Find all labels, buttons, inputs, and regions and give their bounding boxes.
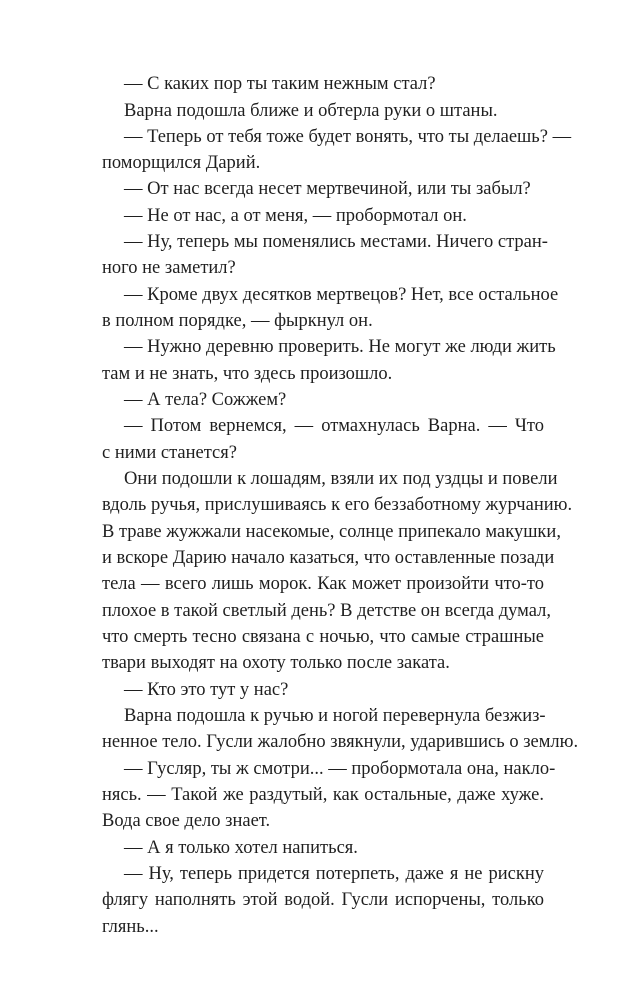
text-line: вдоль ручья, прислушиваясь к его беззаботному журчанию. xyxy=(102,495,573,515)
text-line: Варна подошла к ручью и ногой перевернула безжиз- xyxy=(124,706,546,726)
text-line: — Гусляр, ты ж смотри... — пробормотала она, наклo- xyxy=(124,759,556,779)
text-line: — Ну, теперь мы поменялись местами. Ничего стран- xyxy=(124,232,548,252)
text-line: с ними станется? xyxy=(102,443,237,463)
text-line: — А я только хотел напиться. xyxy=(124,838,358,858)
text-line: В траве жужжали насекомые, солнце припекало макушки, xyxy=(102,522,561,542)
text-line: плохое в такой светлый день? В детстве он всегда думал, xyxy=(102,601,551,621)
text-line: что смерть тесно связана с ночью, что самые страшные xyxy=(102,627,544,647)
text-line: — Теперь от тебя тоже будет вонять, что ты делаешь? — xyxy=(124,127,572,147)
text-line: флягу наполнять этой водой. Гусли испорчены, только xyxy=(102,890,544,910)
text-line: — Кроме двух десятков мертвецов? Нет, все остальное xyxy=(124,285,559,305)
text-line: и вскоре Дарию начало казаться, что оставленные позади xyxy=(102,548,555,568)
text-line: твари выходят на охоту только после заката. xyxy=(102,653,450,673)
text-line: — А тела? Сожжем? xyxy=(124,390,287,410)
text-line: в полном порядке, — фыркнул он. xyxy=(102,311,373,331)
text-line: глянь... xyxy=(102,917,159,937)
text-line: — Кто это тут у нас? xyxy=(124,680,289,700)
text-line: — Не от нас, а от меня, — пробормотал он. xyxy=(124,206,467,226)
text-line: — Нужно деревню проверить. Не могут же люди жить xyxy=(124,337,556,357)
text-line: — Потом вернемся, — отмахнулась Варна. — Что xyxy=(124,416,544,436)
text-line: — От нас всегда несет мертвечиной, или ты забыл? xyxy=(124,179,531,199)
text-line: Вода свое дело знает. xyxy=(102,811,271,831)
text-line: — Ну, теперь придется потерпеть, даже я не рискну xyxy=(124,864,544,884)
text-line: — С каких пор ты таким нежным стал? xyxy=(124,74,436,94)
text-line: тела — всего лишь морок. Как может произойти что-то xyxy=(102,574,544,594)
text-line: Они подошли к лошадям, взяли их под уздцы и повели xyxy=(124,469,558,489)
text-line: Варна подошла ближе и обтерла руки о штаны. xyxy=(124,101,498,121)
text-line: ненное тело. Гусли жалобно звякнули, ударившись о землю. xyxy=(102,732,579,752)
text-line: нясь. — Такой же раздутый, как остальные, даже хуже. xyxy=(102,785,544,805)
text-line: поморщился Дарий. xyxy=(102,153,261,173)
text-line: ного не заметил? xyxy=(102,258,236,278)
text-line: там и не знать, что здесь произошло. xyxy=(102,364,393,384)
